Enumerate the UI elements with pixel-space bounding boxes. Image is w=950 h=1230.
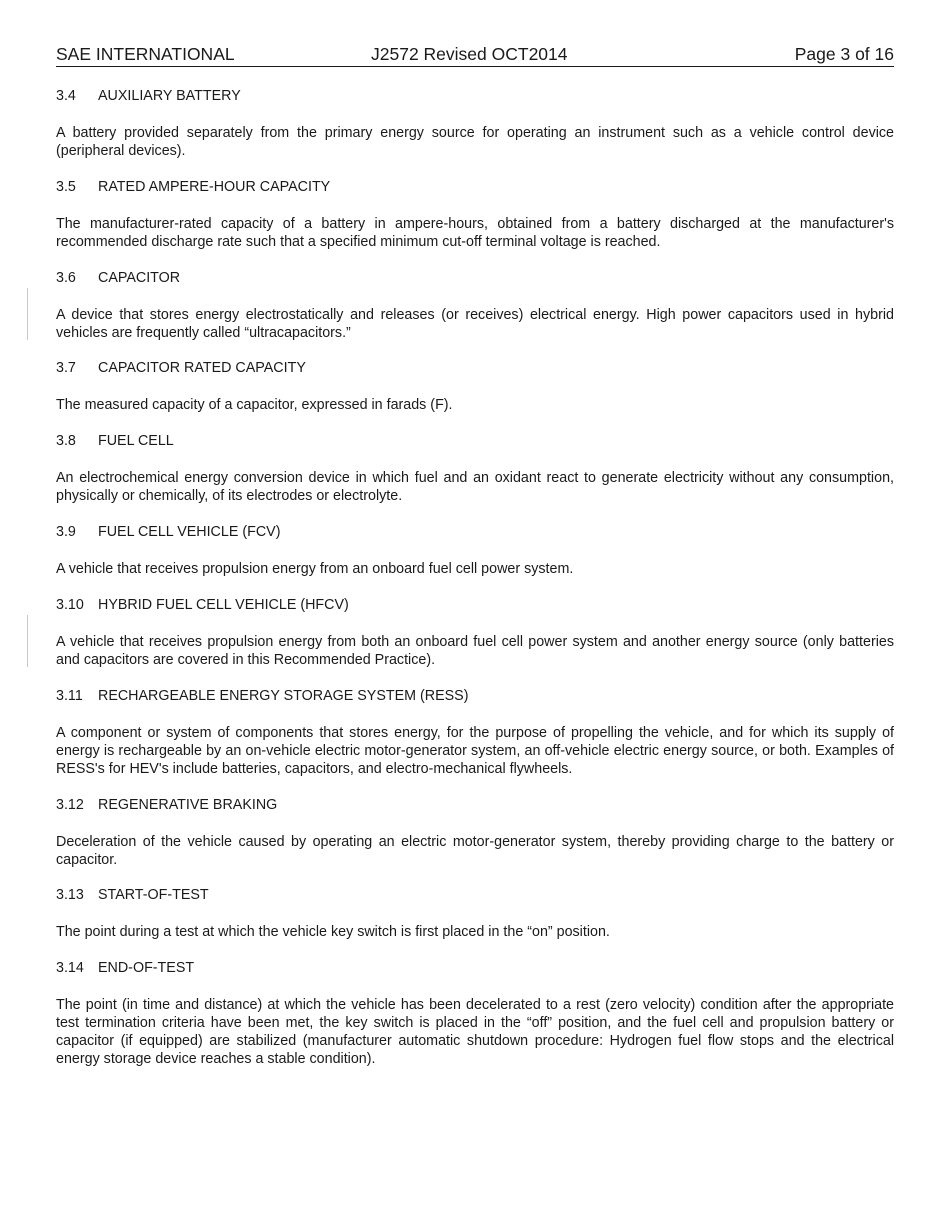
- section-number: 3.10: [56, 597, 84, 613]
- section-title: AUXILIARY BATTERY: [98, 88, 241, 104]
- section-heading: [56, 886, 894, 904]
- section-heading: [56, 269, 894, 287]
- section-number: 3.9: [56, 524, 76, 540]
- section-heading: [56, 796, 894, 814]
- section-body: The point (in time and distance) at which the vehicle has been decelerated to a rest (zero velocity) condition after the appropriate test termination criteria have been met, the key switch is placed in the “off” position, and the fuel cell and propulsion battery or capacitor (if equipped) are stabilized (manufacturer automatic shutdown procedure: Hydrogen fuel flow stops and the electrical energy storage device reaches a stable condition).: [56, 997, 894, 1067]
- section-number: 3.5: [56, 179, 76, 195]
- section-heading: [56, 959, 894, 977]
- section-3-14: [56, 959, 894, 1068]
- section-number: 3.6: [56, 270, 76, 286]
- section-3-9: [56, 523, 894, 578]
- section-title: RATED AMPERE-HOUR CAPACITY: [98, 179, 331, 195]
- section-number: 3.11: [56, 688, 83, 704]
- section-heading: [56, 687, 894, 705]
- section-title: REGENERATIVE BRAKING: [98, 797, 278, 813]
- section-title: FUEL CELL VEHICLE (FCV): [98, 524, 281, 540]
- section-number: 3.4: [56, 88, 76, 104]
- section-3-10: [56, 596, 894, 669]
- section-3-7: [56, 359, 894, 414]
- section-title: CAPACITOR: [98, 270, 181, 286]
- section-body: The manufacturer-rated capacity of a battery in ampere-hours, obtained from a battery discharged at the manufacturer's recommended discharge rate such that a specified minimum cut-off terminal voltage is reached.: [56, 216, 894, 250]
- section-3-11: [56, 687, 894, 778]
- section-number: 3.8: [56, 433, 76, 449]
- section-heading: [56, 432, 894, 450]
- section-3-4: [56, 87, 894, 160]
- section-title: CAPACITOR RATED CAPACITY: [98, 360, 306, 376]
- section-number: 3.13: [56, 887, 84, 903]
- section-number: 3.14: [56, 960, 84, 976]
- revision-bar: [27, 615, 28, 667]
- section-body: A device that stores energy electrostatically and releases (or receives) electrical energy. High power capacitors used in hybrid vehicles are frequently called “ultracapacitors.”: [56, 307, 894, 341]
- section-heading: [56, 87, 894, 105]
- section-body: The measured capacity of a capacitor, expressed in farads (F).: [56, 397, 453, 413]
- section-title: RECHARGEABLE ENERGY STORAGE SYSTEM (RESS): [98, 688, 469, 704]
- section-3-8: [56, 432, 894, 505]
- header-document-id: J2572 Revised OCT2014: [371, 44, 568, 64]
- section-3-5: [56, 178, 894, 251]
- section-3-6: [56, 269, 894, 342]
- page-header: [56, 44, 894, 67]
- section-3-12: [56, 796, 894, 869]
- section-body: A component or system of components that stores energy, for the purpose of propelling the vehicle, and for which its supply of energy is rechargeable by an on-vehicle electric motor-generator system, an off-vehicle electric energy source, or both. Examples of RESS's for HEV's include batteries, capacitors, and electro-mechanical flywheels.: [56, 725, 894, 777]
- section-title: END-OF-TEST: [98, 960, 195, 976]
- section-3-13: [56, 886, 894, 941]
- section-title: START-OF-TEST: [98, 887, 209, 903]
- section-number: 3.7: [56, 360, 76, 376]
- section-number: 3.12: [56, 797, 84, 813]
- section-body: An electrochemical energy conversion device in which fuel and an oxidant react to generate electricity without any consumption, physically or chemically, of its electrodes or electrolyte.: [56, 470, 894, 504]
- section-heading: [56, 523, 894, 541]
- section-body: The point during a test at which the vehicle key switch is first placed in the “on” position.: [56, 924, 610, 940]
- header-page-number: Page 3 of 16: [794, 44, 894, 64]
- section-heading: [56, 178, 894, 196]
- section-title: FUEL CELL: [98, 433, 174, 449]
- section-heading: [56, 359, 894, 377]
- section-body: Deceleration of the vehicle caused by operating an electric motor-generator system, thereby providing charge to the battery or capacitor.: [56, 834, 894, 868]
- section-body: A vehicle that receives propulsion energy from both an onboard fuel cell power system and another energy source (only batteries and capacitors are covered in this Recommended Practice).: [56, 634, 894, 668]
- section-heading: [56, 596, 894, 614]
- section-body: A vehicle that receives propulsion energy from an onboard fuel cell power system.: [56, 561, 574, 577]
- header-organization: SAE INTERNATIONAL: [56, 44, 235, 64]
- section-title: HYBRID FUEL CELL VEHICLE (HFCV): [98, 597, 349, 613]
- revision-bar: [27, 288, 28, 340]
- section-body: A battery provided separately from the primary energy source for operating an instrument such as a vehicle control device (peripheral devices).: [56, 125, 894, 159]
